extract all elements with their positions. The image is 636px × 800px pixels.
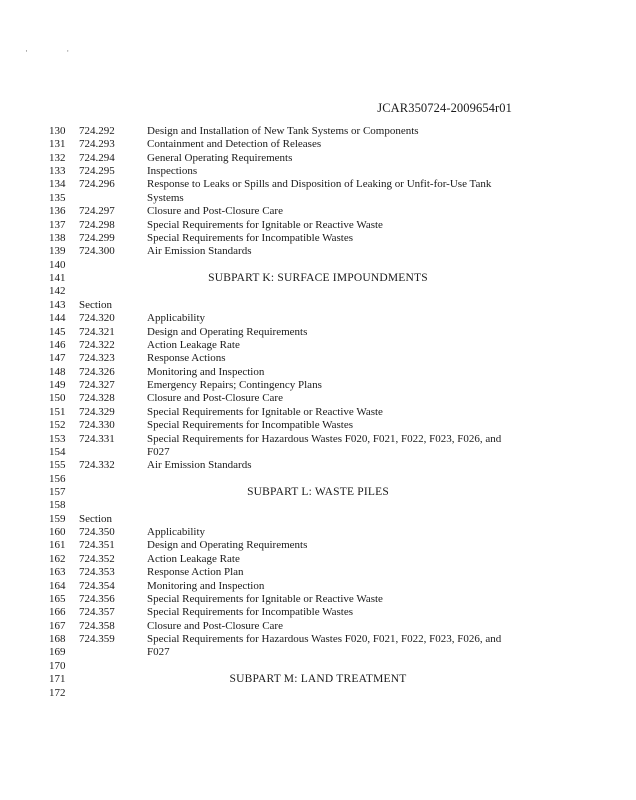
section-title: Action Leakage Rate: [147, 552, 240, 565]
document-line: [0, 645, 636, 659]
line-number: 146: [49, 338, 66, 351]
section-title: Applicability: [147, 312, 206, 325]
document-line: [0, 391, 636, 405]
document-line: [0, 632, 636, 646]
line-number: 135: [49, 191, 66, 204]
document-line: [0, 605, 636, 619]
section-title: Closure and Post-Closure Care: [147, 392, 283, 405]
section-number: 724.298: [79, 218, 115, 231]
section-title: Response Actions: [147, 352, 226, 365]
line-number: 147: [49, 352, 66, 365]
section-number: 724.328: [79, 392, 115, 405]
section-number: 724.297: [79, 205, 115, 218]
document-line: [0, 244, 636, 258]
line-number: 165: [49, 592, 66, 605]
line-number: 169: [49, 646, 66, 659]
section-title: Design and Installation of New Tank Systems or Components: [147, 125, 419, 137]
line-number: 151: [49, 405, 66, 418]
subpart-heading-line: [0, 271, 636, 285]
document-line: [0, 365, 636, 379]
line-number: 134: [49, 178, 66, 191]
section-number: 724.356: [79, 592, 115, 605]
document-line: [0, 218, 636, 232]
document-line: [0, 458, 636, 472]
section-title: Containment and Detection of Releases: [147, 138, 322, 151]
section-title: Monitoring and Inspection: [147, 579, 265, 592]
line-number: 132: [49, 151, 66, 164]
section-title: Inspections: [147, 165, 198, 178]
document-line: [0, 231, 636, 245]
document-line: [0, 445, 636, 459]
line-number: 155: [49, 459, 66, 472]
line-number: 140: [49, 258, 66, 271]
document-line: [0, 472, 636, 486]
section-number: Section: [79, 298, 112, 311]
section-title: Design and Operating Requirements: [147, 539, 308, 552]
document-line: [0, 512, 636, 526]
document-id: JCAR350724-2009654r01: [377, 101, 512, 115]
line-number: 152: [49, 419, 66, 432]
section-title: Response to Leaks or Spills and Disposition of Leaking or Unfit-for-Use Tank: [147, 178, 492, 191]
document-line: [0, 418, 636, 432]
section-number: 724.294: [79, 151, 115, 164]
section-number: 724.299: [79, 231, 115, 244]
section-number: 724.326: [79, 365, 115, 378]
section-title: Air Emission Standards: [147, 245, 252, 258]
section-number: 724.351: [79, 539, 115, 552]
document-line: [0, 565, 636, 579]
document-line: [0, 164, 636, 178]
line-number: 157: [49, 485, 66, 498]
line-number: 166: [49, 606, 66, 619]
document-line: [0, 552, 636, 566]
subpart-heading: SUBPART K: SURFACE IMPOUNDMENTS: [208, 272, 428, 285]
section-title: Design and Operating Requirements: [147, 325, 308, 338]
line-number: 172: [49, 686, 66, 699]
line-number: 154: [49, 445, 66, 458]
line-number: 143: [49, 298, 66, 311]
document-line: [0, 124, 636, 138]
document-line: [0, 191, 636, 205]
section-number: 724.354: [79, 579, 115, 592]
document-line: [0, 432, 636, 446]
document-line: [0, 258, 636, 272]
document-line: [0, 525, 636, 539]
line-number: 170: [49, 659, 66, 672]
section-title: Special Requirements for Incompatible Wastes: [147, 606, 354, 619]
section-number: 724.320: [79, 312, 115, 325]
section-number: 724.327: [79, 379, 115, 392]
section-number: 724.293: [79, 138, 115, 151]
line-number: 145: [49, 325, 66, 338]
document-line: [0, 659, 636, 673]
subpart-heading-line: [0, 485, 636, 499]
section-title: Action Leakage Rate: [147, 338, 240, 351]
section-number: 724.357: [79, 606, 115, 619]
line-number: 168: [49, 633, 66, 646]
document-line: [0, 579, 636, 593]
document-line: [0, 204, 636, 218]
line-number: 133: [49, 165, 66, 178]
section-title: Air Emission Standards: [147, 459, 252, 472]
line-number: 144: [49, 312, 66, 325]
section-number: 724.321: [79, 325, 115, 338]
section-number: 724.330: [79, 419, 115, 432]
section-number: 724.331: [79, 432, 115, 445]
section-number: 724.350: [79, 526, 115, 539]
document-line: [0, 325, 636, 339]
section-title: Special Requirements for Ignitable or Reactive Waste: [147, 592, 383, 605]
section-title: Special Requirements for Ignitable or Reactive Waste: [147, 218, 383, 231]
section-title: Response Action Plan: [147, 566, 244, 579]
subpart-heading-line: [0, 672, 636, 686]
section-title: Systems: [147, 191, 184, 204]
document-line: [0, 405, 636, 419]
line-number: 167: [49, 619, 66, 632]
section-number: 724.358: [79, 619, 115, 632]
section-number: 724.332: [79, 459, 115, 472]
section-title: Special Requirements for Incompatible Wastes: [147, 231, 354, 244]
line-number: 161: [49, 539, 66, 552]
section-title: Closure and Post-Closure Care: [147, 205, 283, 218]
section-number: 724.322: [79, 338, 115, 351]
line-number: 163: [49, 566, 66, 579]
line-number: 141: [49, 272, 66, 285]
document-line: [0, 137, 636, 151]
section-number: Section: [79, 512, 112, 525]
section-number: 724.296: [79, 178, 115, 191]
line-number: 136: [49, 205, 66, 218]
document-line: [0, 284, 636, 298]
section-title: Special Requirements for Hazardous Wastes F020, F021, F022, F023, F026, and: [147, 432, 502, 445]
line-number: 149: [49, 379, 66, 392]
line-number: 139: [49, 245, 66, 258]
section-number: 724.300: [79, 245, 115, 258]
section-title: F027: [147, 646, 170, 659]
section-title: Emergency Repairs; Contingency Plans: [147, 379, 322, 392]
section-title: Special Requirements for Ignitable or Reactive Waste: [147, 405, 383, 418]
document-line: [0, 498, 636, 512]
line-number: 138: [49, 231, 66, 244]
document-line: [0, 298, 636, 312]
section-number: 724.352: [79, 552, 115, 565]
line-number: 131: [49, 138, 66, 151]
document-line: [0, 538, 636, 552]
line-number: 171: [49, 673, 66, 686]
scan-specks: · ·: [25, 46, 88, 56]
section-number: 724.353: [79, 566, 115, 579]
line-number: 156: [49, 472, 66, 485]
document-line: [0, 151, 636, 165]
document-line: [0, 619, 636, 633]
line-number: 164: [49, 579, 66, 592]
line-number: 148: [49, 365, 66, 378]
line-number: 159: [49, 512, 66, 525]
section-title: Special Requirements for Hazardous Wastes F020, F021, F022, F023, F026, and: [147, 633, 502, 646]
document-line: [0, 351, 636, 365]
line-number: 158: [49, 499, 66, 512]
subpart-heading: SUBPART L: WASTE PILES: [247, 485, 389, 498]
section-title: Closure and Post-Closure Care: [147, 619, 283, 632]
document-line: [0, 686, 636, 700]
section-number: 724.359: [79, 633, 115, 646]
section-number: 724.329: [79, 405, 115, 418]
section-number: 724.292: [79, 125, 115, 137]
section-title: F027: [147, 445, 170, 458]
section-title: General Operating Requirements: [147, 151, 293, 164]
line-number: 150: [49, 392, 66, 405]
subpart-heading: SUBPART M: LAND TREATMENT: [229, 673, 407, 686]
line-number: 160: [49, 526, 66, 539]
line-number: 162: [49, 552, 66, 565]
section-number: 724.295: [79, 165, 115, 178]
document-line: [0, 177, 636, 191]
section-number: 724.323: [79, 352, 115, 365]
line-number: 153: [49, 432, 66, 445]
document-line: [0, 592, 636, 606]
line-number: 137: [49, 218, 66, 231]
section-title: Applicability: [147, 526, 206, 539]
document-line: [0, 311, 636, 325]
section-title: Monitoring and Inspection: [147, 365, 265, 378]
line-number: 130: [49, 125, 66, 137]
line-number: 142: [49, 285, 66, 298]
section-title: Special Requirements for Incompatible Wastes: [147, 419, 354, 432]
document-line: [0, 338, 636, 352]
document-line: [0, 378, 636, 392]
